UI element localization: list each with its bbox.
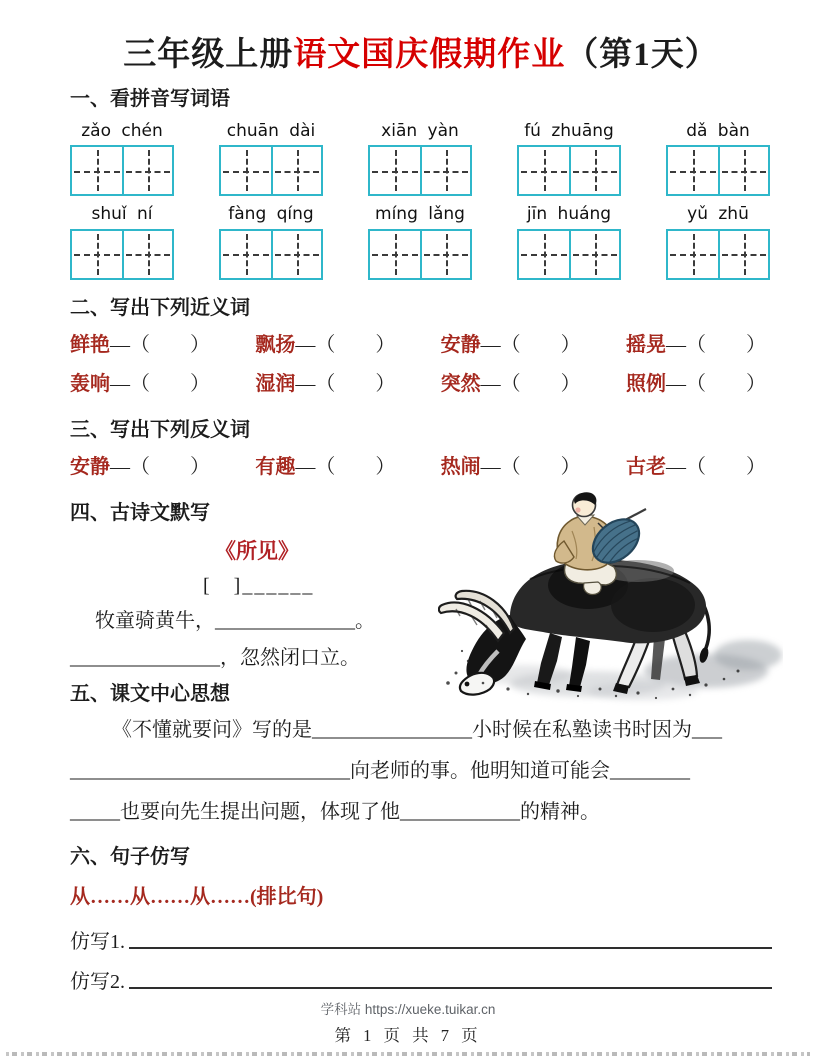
prompt-word: 有趣 — [255, 455, 296, 478]
pinyin-label: míng lǎng — [375, 204, 465, 225]
writing-grid — [666, 229, 770, 280]
prompt-word: 鲜艳 — [70, 333, 110, 356]
section-imitation — [70, 843, 772, 995]
writing-cell[interactable] — [271, 147, 321, 194]
writing-grid — [368, 229, 472, 280]
pinyin-word-group — [517, 204, 621, 279]
section-heading: 五、课文中心思想 — [70, 682, 230, 705]
word-item[interactable] — [626, 365, 766, 404]
writing-grid — [70, 145, 174, 196]
page-title — [70, 28, 772, 75]
imitation-label: 仿写2. — [70, 970, 125, 993]
poem-title: 《所见》 — [215, 538, 299, 563]
pinyin-word-group — [219, 204, 323, 279]
pinyin-row — [70, 204, 770, 279]
answer-blank[interactable]: —（ ） — [480, 455, 581, 478]
next-page-cutoff-strip — [6, 1052, 810, 1056]
writing-cell[interactable] — [370, 147, 420, 194]
synonym-row — [70, 326, 766, 365]
pinyin-label: zǎo chén — [81, 121, 163, 141]
section-theme — [70, 680, 772, 833]
prompt-word: 热闹 — [440, 455, 481, 478]
pinyin-word-group — [368, 121, 472, 196]
writing-cell[interactable] — [420, 231, 470, 278]
answer-blank[interactable]: —（ ） — [110, 455, 210, 478]
pinyin-word-group — [368, 204, 472, 279]
writing-cell[interactable] — [569, 147, 619, 194]
pinyin-word-group — [219, 121, 323, 196]
writing-cell[interactable] — [519, 147, 569, 194]
pinyin-word-group — [666, 204, 770, 279]
answer-blank[interactable]: —（ ） — [480, 372, 581, 395]
writing-cell[interactable] — [370, 231, 420, 278]
section-heading: 二、写出下列近义词 — [70, 296, 250, 319]
prompt-word: 飘扬 — [255, 333, 296, 356]
section-pinyin — [70, 85, 772, 280]
writing-cell[interactable] — [420, 147, 470, 194]
writing-cell[interactable] — [122, 147, 172, 194]
word-item[interactable] — [441, 448, 581, 487]
pinyin-word-group — [666, 121, 770, 196]
word-item[interactable] — [255, 326, 395, 365]
writing-cell[interactable] — [72, 147, 122, 194]
poem-author-blank[interactable]: [ ]______ — [203, 574, 315, 597]
section-antonyms — [70, 416, 772, 487]
answer-line[interactable] — [129, 987, 772, 989]
antonym-row — [70, 448, 766, 487]
prompt-word: 轰响 — [70, 372, 110, 395]
pinyin-label: yǔ zhū — [687, 204, 749, 225]
word-item[interactable] — [626, 326, 766, 365]
prompt-word: 古老 — [625, 455, 666, 478]
writing-cell[interactable] — [271, 231, 321, 278]
writing-cell[interactable] — [668, 231, 718, 278]
writing-cell[interactable] — [221, 147, 271, 194]
section-heading: 四、古诗文默写 — [70, 501, 210, 524]
pattern-hint: 从……从……从……(排比句) — [70, 885, 324, 908]
imitation-row — [70, 915, 772, 955]
answer-blank[interactable]: —（ ） — [665, 372, 766, 395]
writing-cell[interactable] — [718, 147, 768, 194]
poem-line[interactable]: 牧童骑黄牛，______________。 — [95, 609, 375, 632]
pinyin-label: xiān yàn — [381, 121, 459, 141]
writing-cell[interactable] — [221, 231, 271, 278]
writing-grid — [517, 145, 621, 196]
answer-blank[interactable]: —（ ） — [480, 333, 581, 356]
writing-grid — [517, 229, 621, 280]
prompt-word: 照例 — [625, 372, 666, 395]
poem-body — [70, 535, 490, 670]
section-heading: 三、写出下列反义词 — [70, 418, 250, 441]
pinyin-label: fú zhuāng — [524, 121, 614, 141]
theme-line[interactable]: _____也要向先生提出问题，体现了他____________的精神。 — [70, 800, 600, 823]
answer-blank[interactable]: —（ ） — [110, 333, 210, 356]
prompt-word: 湿润 — [255, 372, 296, 395]
answer-blank[interactable]: —（ ） — [110, 372, 210, 395]
section-synonyms — [70, 294, 772, 404]
page-number: 第 1 页 共 7 页 — [334, 1026, 482, 1045]
answer-line[interactable] — [129, 947, 772, 949]
word-item[interactable] — [70, 326, 210, 365]
writing-grid — [219, 229, 323, 280]
word-item[interactable] — [255, 448, 395, 487]
writing-grid — [666, 145, 770, 196]
writing-grid — [219, 145, 323, 196]
pinyin-word-group — [517, 121, 621, 196]
section-heading: 六、句子仿写 — [70, 845, 190, 868]
synonym-row — [70, 365, 766, 404]
writing-cell[interactable] — [72, 231, 122, 278]
poem-line[interactable]: _______________，忽然闭口立。 — [70, 646, 360, 669]
theme-paragraph — [70, 710, 772, 833]
section-heading: 一、看拼音写词语 — [70, 88, 230, 110]
pinyin-label: dǎ bàn — [686, 121, 750, 141]
answer-blank[interactable]: —（ ） — [295, 455, 396, 478]
prompt-word: 突然 — [440, 372, 481, 395]
pinyin-label: shuǐ ní — [91, 204, 153, 225]
writing-cell[interactable] — [668, 147, 718, 194]
prompt-word: 安静 — [70, 455, 110, 478]
title-day: （第1天） — [565, 37, 719, 73]
word-item[interactable] — [70, 365, 210, 404]
answer-blank[interactable]: —（ ） — [295, 372, 396, 395]
pinyin-word-group — [70, 121, 174, 196]
writing-cell[interactable] — [569, 231, 619, 278]
writing-cell[interactable] — [519, 231, 569, 278]
title-subject: 语文国庆假期作业 — [293, 37, 566, 73]
imitation-row — [70, 955, 772, 995]
answer-blank[interactable]: —（ ） — [665, 455, 766, 478]
answer-blank[interactable]: —（ ） — [295, 333, 396, 356]
imitation-label: 仿写1. — [70, 930, 125, 953]
pinyin-label: jīn huáng — [526, 204, 612, 225]
writing-cell[interactable] — [718, 231, 768, 278]
pinyin-label: fàng qíng — [228, 204, 314, 225]
writing-grid — [70, 229, 174, 280]
answer-blank[interactable]: —（ ） — [665, 333, 766, 356]
pinyin-label: chuān dài — [226, 121, 316, 141]
page-footer — [0, 1001, 816, 1046]
word-item[interactable] — [255, 365, 395, 404]
pinyin-word-group — [70, 204, 174, 279]
word-item[interactable] — [441, 326, 581, 365]
word-item[interactable] — [626, 448, 766, 487]
word-item[interactable] — [70, 448, 210, 487]
theme-line[interactable]: 《不懂就要问》写的是________________小时候在私塾读书时因为___ — [112, 718, 722, 741]
pinyin-row — [70, 121, 770, 196]
section-poem — [70, 499, 772, 670]
prompt-word: 安静 — [440, 333, 481, 356]
pinyin-grid-area — [70, 121, 772, 280]
theme-line[interactable]: ____________________________向老师的事。他明知道可能会________ — [70, 759, 690, 782]
title-grade: 三年级上册 — [123, 37, 294, 73]
word-item[interactable] — [441, 365, 581, 404]
writing-cell[interactable] — [122, 231, 172, 278]
writing-grid — [368, 145, 472, 196]
source-site-url[interactable]: 学科站 https://xueke.tuikar.cn — [320, 1002, 496, 1018]
prompt-word: 摇晃 — [625, 333, 666, 356]
